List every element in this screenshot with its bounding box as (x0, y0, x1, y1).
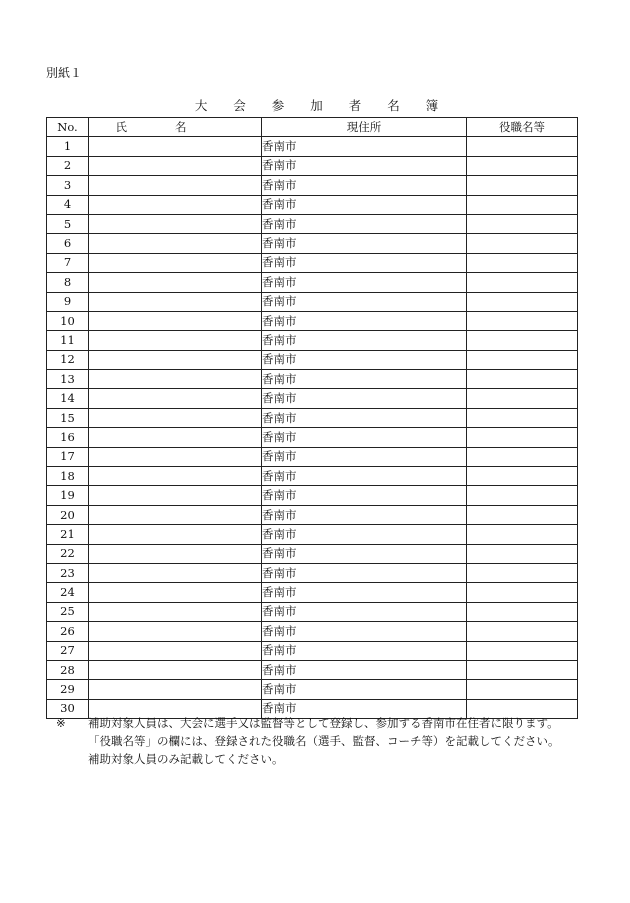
address-cell: 香南市 (262, 447, 467, 466)
address-cell: 香南市 (262, 583, 467, 602)
participant-roster-table (46, 117, 578, 719)
address-cell: 香南市 (262, 214, 467, 233)
role-cell (467, 234, 578, 253)
table-row (47, 660, 578, 679)
role-cell (467, 176, 578, 195)
role-cell (467, 273, 578, 292)
table-row (47, 311, 578, 330)
row-number: 9 (47, 292, 89, 311)
name-cell (89, 602, 262, 621)
table-row (47, 234, 578, 253)
address-cell: 香南市 (262, 602, 467, 621)
address-cell: 香南市 (262, 273, 467, 292)
table-row (47, 563, 578, 582)
row-number: 13 (47, 370, 89, 389)
table-row (47, 428, 578, 447)
name-cell (89, 467, 262, 486)
table-row (47, 253, 578, 272)
role-cell (467, 641, 578, 660)
table-header-row (47, 118, 578, 137)
address-cell: 香南市 (262, 563, 467, 582)
table-row (47, 544, 578, 563)
name-cell (89, 622, 262, 641)
table-row (47, 350, 578, 369)
name-cell (89, 563, 262, 582)
role-cell (467, 214, 578, 233)
row-number: 30 (47, 699, 89, 718)
address-cell: 香南市 (262, 234, 467, 253)
role-cell (467, 505, 578, 524)
document-title: 大 会 参 加 者 名 簿 (194, 98, 450, 113)
table-row (47, 505, 578, 524)
row-number: 24 (47, 583, 89, 602)
name-cell (89, 195, 262, 214)
role-cell (467, 486, 578, 505)
row-number: 18 (47, 467, 89, 486)
name-cell (89, 292, 262, 311)
address-cell: 香南市 (262, 505, 467, 524)
row-number: 1 (47, 137, 89, 156)
role-cell (467, 292, 578, 311)
row-number: 7 (47, 253, 89, 272)
table-row (47, 525, 578, 544)
table-row (47, 602, 578, 621)
table-row (47, 622, 578, 641)
notes-section (56, 714, 596, 768)
table-body (47, 137, 578, 719)
row-number: 26 (47, 622, 89, 641)
address-cell: 香南市 (262, 699, 467, 718)
row-number: 4 (47, 195, 89, 214)
name-cell (89, 273, 262, 292)
address-cell: 香南市 (262, 486, 467, 505)
role-cell (467, 660, 578, 679)
note-line (56, 750, 596, 768)
header-role: 役職名等 (467, 118, 578, 137)
table-row (47, 680, 578, 699)
address-cell: 香南市 (262, 622, 467, 641)
row-number: 3 (47, 176, 89, 195)
name-cell (89, 641, 262, 660)
row-number: 11 (47, 331, 89, 350)
address-cell: 香南市 (262, 195, 467, 214)
row-number: 10 (47, 311, 89, 330)
note-mark: ※ (56, 716, 66, 730)
role-cell (467, 583, 578, 602)
row-number: 20 (47, 505, 89, 524)
row-number: 12 (47, 350, 89, 369)
role-cell (467, 370, 578, 389)
name-cell (89, 176, 262, 195)
table-row (47, 176, 578, 195)
row-number: 27 (47, 641, 89, 660)
name-cell (89, 331, 262, 350)
address-cell: 香南市 (262, 370, 467, 389)
name-cell (89, 137, 262, 156)
address-cell: 香南市 (262, 331, 467, 350)
address-cell: 香南市 (262, 253, 467, 272)
table-row (47, 467, 578, 486)
address-cell: 香南市 (262, 137, 467, 156)
name-cell (89, 544, 262, 563)
table-row (47, 583, 578, 602)
table-row (47, 641, 578, 660)
row-number: 8 (47, 273, 89, 292)
row-number: 29 (47, 680, 89, 699)
name-cell (89, 428, 262, 447)
table-row (47, 331, 578, 350)
row-number: 28 (47, 660, 89, 679)
row-number: 14 (47, 389, 89, 408)
role-cell (467, 428, 578, 447)
role-cell (467, 137, 578, 156)
row-number: 25 (47, 602, 89, 621)
note-line (56, 732, 596, 750)
role-cell (467, 544, 578, 563)
table-row (47, 292, 578, 311)
name-cell (89, 660, 262, 679)
role-cell (467, 563, 578, 582)
role-cell (467, 195, 578, 214)
name-cell (89, 253, 262, 272)
table-row (47, 195, 578, 214)
note-text: 「役職名等」の欄には、登録された役職名（選手、監督、コーチ等）を記載してください。 (88, 734, 560, 748)
note-line (56, 714, 596, 732)
row-number: 21 (47, 525, 89, 544)
table-row (47, 389, 578, 408)
role-cell (467, 350, 578, 369)
row-number: 15 (47, 408, 89, 427)
name-cell (89, 505, 262, 524)
header-address: 現住所 (262, 118, 467, 137)
row-number: 19 (47, 486, 89, 505)
name-cell (89, 370, 262, 389)
note-text: 補助対象人員のみ記載してください。 (88, 752, 284, 766)
role-cell (467, 525, 578, 544)
name-cell (89, 583, 262, 602)
address-cell: 香南市 (262, 467, 467, 486)
address-cell: 香南市 (262, 408, 467, 427)
address-cell: 香南市 (262, 311, 467, 330)
name-cell (89, 214, 262, 233)
row-number: 17 (47, 447, 89, 466)
table-row (47, 370, 578, 389)
address-cell: 香南市 (262, 389, 467, 408)
table-row (47, 214, 578, 233)
role-cell (467, 253, 578, 272)
attachment-label: 別紙１ (46, 66, 83, 80)
address-cell: 香南市 (262, 525, 467, 544)
row-number: 22 (47, 544, 89, 563)
name-cell (89, 525, 262, 544)
table-row (47, 273, 578, 292)
row-number: 23 (47, 563, 89, 582)
name-cell (89, 408, 262, 427)
role-cell (467, 331, 578, 350)
address-cell: 香南市 (262, 641, 467, 660)
row-number: 16 (47, 428, 89, 447)
role-cell (467, 311, 578, 330)
row-number: 2 (47, 156, 89, 175)
name-cell (89, 156, 262, 175)
header-no: No. (47, 118, 89, 137)
address-cell: 香南市 (262, 292, 467, 311)
name-cell (89, 447, 262, 466)
address-cell: 香南市 (262, 428, 467, 447)
role-cell (467, 156, 578, 175)
table-row (47, 156, 578, 175)
name-cell (89, 486, 262, 505)
address-cell: 香南市 (262, 660, 467, 679)
address-cell: 香南市 (262, 350, 467, 369)
table-row (47, 408, 578, 427)
note-text: 補助対象人員は、大会に選手又は監督等として登録し、参加する香南市在住者に限ります。 (88, 716, 559, 730)
address-cell: 香南市 (262, 176, 467, 195)
role-cell (467, 447, 578, 466)
table-row (47, 447, 578, 466)
name-cell (89, 350, 262, 369)
table-row (47, 486, 578, 505)
role-cell (467, 467, 578, 486)
address-cell: 香南市 (262, 680, 467, 699)
row-number: 5 (47, 214, 89, 233)
name-cell (89, 389, 262, 408)
address-cell: 香南市 (262, 156, 467, 175)
row-number: 6 (47, 234, 89, 253)
role-cell (467, 389, 578, 408)
address-cell: 香南市 (262, 544, 467, 563)
table-row (47, 137, 578, 156)
header-name: 氏名 (89, 118, 262, 137)
name-cell (89, 680, 262, 699)
role-cell (467, 680, 578, 699)
role-cell (467, 408, 578, 427)
role-cell (467, 622, 578, 641)
name-cell (89, 234, 262, 253)
name-cell (89, 311, 262, 330)
role-cell (467, 602, 578, 621)
